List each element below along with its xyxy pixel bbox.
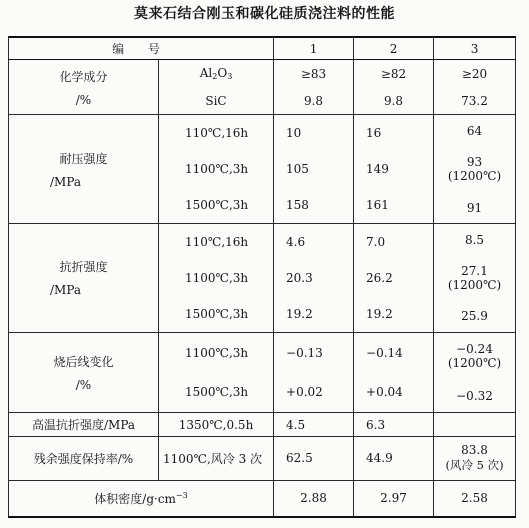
composition-label xyxy=(9,60,159,115)
flexural-v2: 26.2 xyxy=(366,270,393,285)
compressive-v3: 64 xyxy=(466,124,483,139)
compressive-v2: 149 xyxy=(366,162,389,177)
composition-row xyxy=(9,60,516,115)
hot-flexural-label: 高温抗折强度/MPa xyxy=(9,412,159,437)
flexural-v1: 4.6 xyxy=(286,235,306,250)
compressive-cond: 1100℃,3h xyxy=(185,162,249,177)
composition-items xyxy=(159,60,274,115)
compressive-v1: 10 xyxy=(286,126,302,141)
compressive-v3: 91 xyxy=(466,200,483,215)
residual-v1: 62.5 xyxy=(274,437,354,480)
flexural-cond: 1100℃,3h xyxy=(185,270,249,285)
hot-flexural-v2: 6.3 xyxy=(354,412,434,437)
linear-label-unit: /% xyxy=(75,377,92,392)
compressive-cond: 1500℃,3h xyxy=(185,198,249,213)
hot-flexural-row xyxy=(9,412,516,437)
flexural-v3-note: (1200℃) xyxy=(447,277,502,292)
linear-v1: +0.02 xyxy=(286,385,323,400)
residual-row xyxy=(9,437,516,480)
residual-v3: 83.8 xyxy=(461,443,488,458)
density-label: 体积密度$/g\cdot cm^{-3}$ xyxy=(9,480,274,517)
density-v1: 2.88 xyxy=(274,480,354,517)
linear-change-row xyxy=(9,332,516,412)
linear-v2: +0.04 xyxy=(366,385,403,400)
flexural-v3: 25.9 xyxy=(461,309,488,324)
composition-label-unit: /% xyxy=(75,92,92,107)
flexural-label-unit: /MPa xyxy=(50,283,82,298)
al2o3-v3: ≥20 xyxy=(461,66,488,81)
flexural-label-main: 抗折强度 xyxy=(59,260,108,275)
linear-label-main: 烧后线变化 xyxy=(53,354,114,369)
sic-v3: 73.2 xyxy=(461,93,488,108)
compressive-v2: 161 xyxy=(366,198,389,213)
density-v2: 2.97 xyxy=(354,480,434,517)
linear-cond: 1100℃,3h xyxy=(185,345,249,360)
flexural-label xyxy=(9,224,159,333)
compressive-label-unit: /MPa xyxy=(50,174,82,189)
compressive-label-main: 耐压强度 xyxy=(59,151,108,166)
compressive-cond: 110℃,16h xyxy=(185,126,249,141)
compressive-row xyxy=(9,115,516,224)
sic-label: SiC xyxy=(205,94,227,109)
linear-cond: 1500℃,3h xyxy=(185,385,249,400)
al2o3-v2: ≥82 xyxy=(380,66,407,81)
al2o3-label: $Al_2O_3$ xyxy=(199,66,233,82)
flexural-v1: 20.3 xyxy=(286,270,313,285)
al2o3-v1: ≥83 xyxy=(300,66,327,81)
residual-v2: 44.9 xyxy=(354,437,434,480)
header-col-3: 3 xyxy=(434,37,516,60)
hot-flexural-cond: 1350℃,0.5h xyxy=(159,412,274,437)
flexural-v1: 19.2 xyxy=(286,306,313,321)
linear-v3: −0.24 xyxy=(456,342,493,357)
sic-v2: 9.8 xyxy=(383,93,404,108)
compressive-v1: 158 xyxy=(286,198,309,213)
flexural-v2: 7.0 xyxy=(366,235,386,250)
density-v3: 2.58 xyxy=(434,480,516,517)
linear-v3-note: (1200℃) xyxy=(447,356,502,371)
compressive-label xyxy=(9,115,159,224)
hot-flexural-v1: 4.5 xyxy=(274,412,354,437)
residual-label: 残余强度保持率/% xyxy=(9,437,159,480)
residual-cond: 1100℃,风冷 3 次 xyxy=(159,437,274,480)
linear-v3: −0.32 xyxy=(456,388,493,403)
density-row xyxy=(9,480,516,517)
compressive-v3-note: (1200℃) xyxy=(447,169,502,184)
header-row xyxy=(9,37,516,60)
residual-v3-note: (风冷 5 次) xyxy=(445,458,504,473)
header-label: 编 号 xyxy=(9,37,274,60)
linear-v1: −0.13 xyxy=(286,345,323,360)
flexural-v3: 8.5 xyxy=(464,232,485,247)
flexural-row xyxy=(9,224,516,333)
flexural-v3: 27.1 xyxy=(461,263,488,278)
flexural-v2: 19.2 xyxy=(366,306,393,321)
compressive-v1: 105 xyxy=(286,162,309,177)
composition-label-main: 化学成分 xyxy=(59,69,108,84)
flexural-cond: 1500℃,3h xyxy=(185,306,249,321)
hot-flexural-v3 xyxy=(434,412,516,437)
header-col-1: 1 xyxy=(274,37,354,60)
sic-v1: 9.8 xyxy=(303,93,324,108)
flexural-cond: 110℃,16h xyxy=(185,235,249,250)
linear-v2: −0.14 xyxy=(366,345,403,360)
linear-label xyxy=(9,332,159,412)
compressive-v3: 93 xyxy=(466,155,483,170)
table-title: 莫来石结合刚玉和碳化硅质浇注料的性能 xyxy=(134,6,395,22)
compressive-v2: 16 xyxy=(366,126,382,141)
header-col-2: 2 xyxy=(354,37,434,60)
properties-table xyxy=(8,36,516,518)
